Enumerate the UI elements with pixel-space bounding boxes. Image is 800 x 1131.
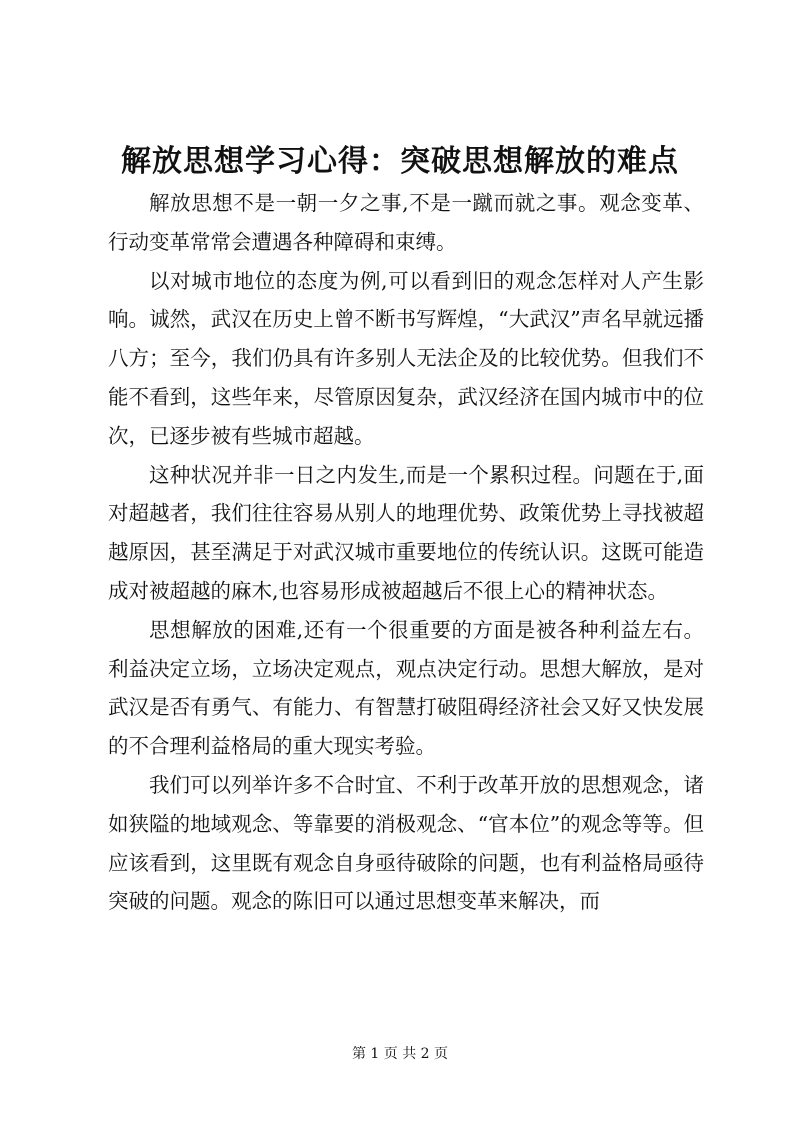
page-number-footer: 第 1 页 共 2 页 — [351, 1046, 449, 1062]
paragraph-2: 以对城市地位的态度为例,可以看到旧的观念怎样对人产生影响。诚然，武汉在历史上曾不断书写辉煌，“大武汉”声名早就远播八方；至今，我们仍具有许多别人无法企及的比较优势。但我们不能不看到，这些年来，尽管原因复杂，武汉经济在国内城市中的位次，已逐步被有些城市超越。 — [108, 268, 704, 448]
paragraph-4: 思想解放的困难,还有一个很重要的方面是被各种利益左右。利益决定立场，立场决定观点，观点决定行动。思想大解放，是对武汉是否有勇气、有能力、有智慧打破阻碍经济社会又好又快发展的不合理利益格局的重大现实考验。 — [108, 617, 704, 759]
paragraph-5: 我们可以列举许多不合时宜、不利于改革开放的思想观念，诸如狭隘的地域观念、等靠要的消极观念、“官本位”的观念等等。但应该看到，这里既有观念自身亟待破除的问题，也有利益格局亟待突破的问题。观念的陈旧可以通过思想变革来解决，而 — [108, 772, 704, 914]
document-body — [108, 184, 704, 921]
paragraph-3: 这种状况并非一日之内发生,而是一个累积过程。问题在于,面对超越者，我们往往容易从别人的地理优势、政策优势上寻找被超越原因，甚至满足于对武汉城市重要地位的传统认识。这既可能造成对被超越的麻木,也容易形成被超越后不很上心的精神状态。 — [108, 462, 704, 603]
paragraph-1: 解放思想不是一朝一夕之事,不是一蹴而就之事。观念变革、行动变革常常会遭遇各种障碍和束缚。 — [108, 191, 704, 254]
document-title: 解放思想学习心得：突破思想解放的难点 — [121, 144, 679, 179]
